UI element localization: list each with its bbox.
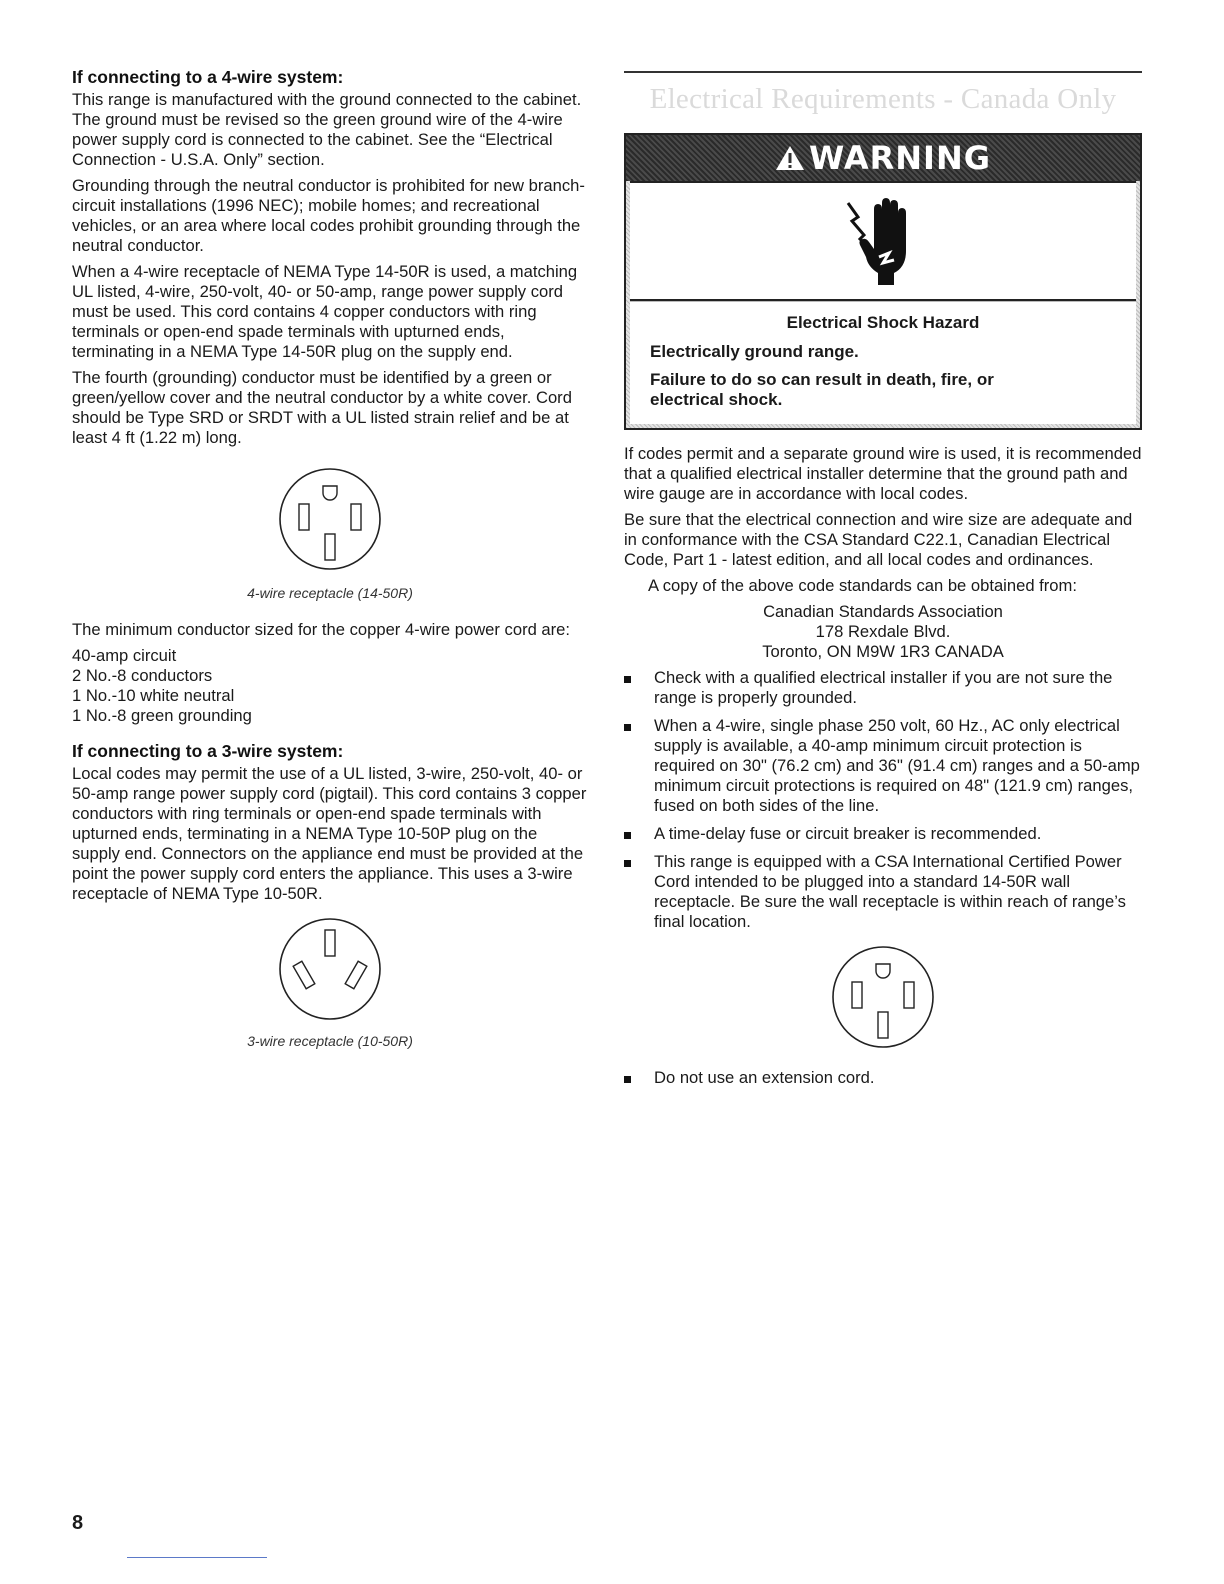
receptacle-14-50r-icon: [828, 944, 938, 1050]
hazard-title: Electrical Shock Hazard: [786, 313, 980, 332]
paragraph: A copy of the above code standards can be obtained from:: [648, 576, 1077, 595]
page-number: 8: [72, 1512, 84, 1534]
paragraph: If codes permit and a separate ground wire is used, it is recommended that a qualified electrical installer determine that the ground path and wire gauge are in accordance with local codes.: [624, 444, 1142, 503]
warning-icon-panel: [630, 181, 1136, 301]
paragraph: Local codes may permit the use of a UL listed, 3-wire, 250-volt, 40- or 50-amp range power supply cord (pigtail). This cord contains 3 copper conductors with ring terminals or open-end spade terminals with upturned ends, terminating in a NEMA Type 10-50P plug on the supply end. Connectors on the appliance end must be provided at the point the power supply cord enters the appliance. This uses a 3-wire receptacle of NEMA Type 10-50R.: [72, 764, 587, 903]
list-item: 1 No.-10 white neutral: [72, 686, 235, 705]
receptacle-10-50r-icon: [275, 916, 385, 1022]
paragraph: When a 4-wire receptacle of NEMA Type 14-50R is used, a matching UL listed, 4-wire, 250-volt, 40- or 50-amp, range power supply cord must be used. This cord contains 4 copper conductors with ring terminals or open-end spade terminals with upturned ends, terminating in a NEMA Type 14-50R plug on the supply end.: [72, 262, 578, 361]
list-item: 40-amp circuit: [72, 646, 177, 665]
hazard-consequence: Failure to do so can result in death, fire, or electrical shock.: [650, 370, 994, 409]
hazard-instruction: Electrically ground range.: [650, 342, 859, 361]
bullet-text: When a 4-wire, single phase 250 volt, 60 Hz., AC only electrical supply is available, a 40-amp minimum circuit protection is required on 30" (76.2 cm) and 36" (91.4 cm) ranges and a 50-amp minimum circuit protections is required on 48" (121.9 cm) ranges, fused on both sides of the line.: [654, 716, 1140, 815]
list-item: 2 No.-8 conductors: [72, 666, 213, 685]
address-line: 178 Rexdale Blvd.: [815, 622, 951, 641]
heading-3-wire: If connecting to a 3-wire system:: [72, 741, 344, 761]
address-line: Toronto, ON M9W 1R3 CANADA: [762, 642, 1004, 661]
bullet-icon: [624, 852, 654, 932]
electric-shock-hand-icon: [838, 191, 928, 291]
warning-label: WARNING: [809, 139, 991, 177]
conductor-list: [72, 646, 588, 726]
right-column: [624, 68, 1142, 1096]
figure-caption: 4-wire receptacle (14-50R): [247, 585, 413, 601]
bullet-text: This range is equipped with a CSA International Certified Power Cord intended to be plugged into a standard 14-50R wall receptacle. Be sure the wall receptacle is within reach of range’s final location.: [654, 852, 1126, 931]
section-title: Electrical Requirements - Canada Only: [649, 83, 1117, 115]
bullet-icon: [624, 824, 654, 844]
bullet-item: [624, 824, 1142, 844]
paragraph: This range is manufactured with the ground connected to the cabinet. The ground must be revised so the green ground wire of the 4-wire power supply cord is connected to the cabinet. See the “Electrical Connection - U.S.A. Only” section.: [72, 90, 582, 169]
bullet-item: [624, 668, 1142, 708]
warning-triangle-icon: [775, 144, 805, 172]
list-item: 1 No.-8 green grounding: [72, 706, 252, 725]
paragraph: Be sure that the electrical connection and wire size are adequate and in conformance with the CSA Standard C22.1, Canadian Electrical Code, Part 1 - latest edition, and all local codes and ordinances.: [624, 510, 1133, 569]
bullet-item: [624, 716, 1142, 816]
bullet-icon: [624, 668, 654, 708]
figure-4-wire-receptacle: [72, 466, 588, 602]
bullet-text: Check with a qualified electrical installer if you are not sure the range is properly grounded.: [654, 668, 1113, 707]
receptacle-14-50r-icon: [275, 466, 385, 572]
paragraph: Grounding through the neutral conductor is prohibited for new branch-circuit installations (1996 NEC); mobile homes; and recreational vehicles, or an area where local codes prohibit grounding through the neutral conductor.: [72, 176, 585, 255]
bullet-item: [624, 1068, 1142, 1088]
bullet-text: Do not use an extension cord.: [654, 1068, 875, 1087]
warning-box: [624, 133, 1142, 430]
bullet-icon: [624, 716, 654, 816]
left-column: [72, 66, 588, 1050]
address-block: [624, 602, 1142, 662]
figure-canada-receptacle: [624, 944, 1142, 1050]
bullet-text: A time-delay fuse or circuit breaker is recommended.: [654, 824, 1042, 843]
heading-4-wire: If connecting to a 4-wire system:: [72, 67, 344, 87]
bullet-icon: [624, 1068, 654, 1088]
paragraph: The fourth (grounding) conductor must be identified by a green or green/yellow cover and the neutral conductor by a white cover. Cord should be Type SRD or SRDT with a UL listed strain relief and be at least 4 ft (1.22 m) long.: [72, 368, 572, 447]
warning-header: [626, 135, 1140, 181]
footer-line: [127, 1557, 267, 1558]
bullet-item: [624, 852, 1142, 932]
figure-3-wire-receptacle: [72, 916, 588, 1050]
warning-body: [630, 301, 1136, 424]
address-line: Canadian Standards Association: [763, 602, 1003, 621]
figure-caption: 3-wire receptacle (10-50R): [247, 1033, 413, 1049]
paragraph: The minimum conductor sized for the copper 4-wire power cord are:: [72, 620, 571, 639]
